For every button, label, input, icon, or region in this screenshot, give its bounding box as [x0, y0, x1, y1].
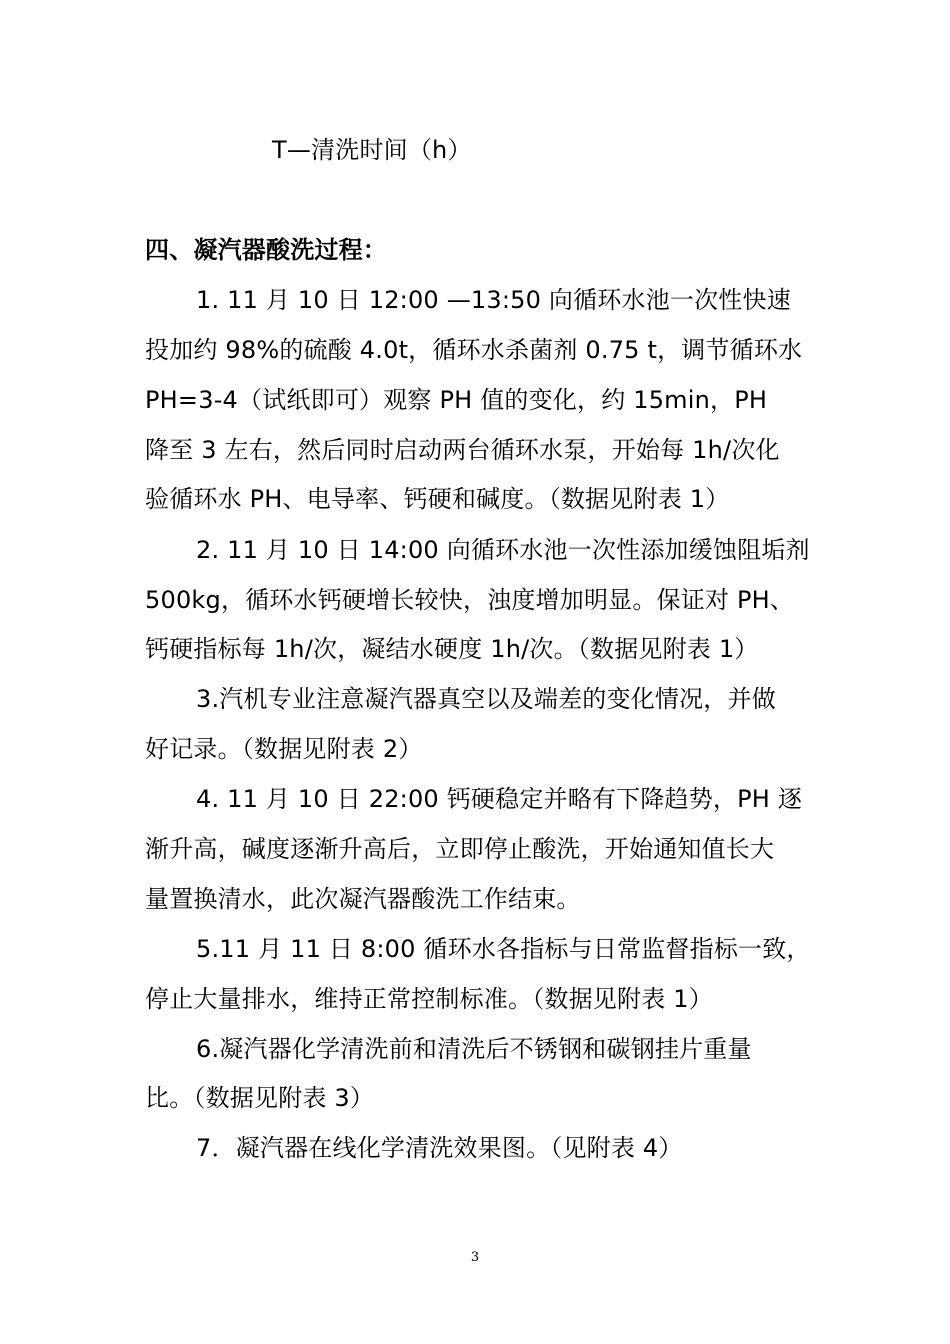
- section-heading: 四、凝汽器酸洗过程：: [145, 236, 387, 264]
- paragraph-line: 停止大量排水，维持正常控制标准。（数据见附表 1）: [145, 985, 713, 1013]
- paragraph-line: 降至 3 左右，然后同时启动两台循环水泵，开始每 1h/次化: [145, 436, 780, 464]
- paragraph-line: 4. 11 月 10 日 22:00 钙硬稳定并略有下降趋势，PH 逐: [196, 785, 803, 813]
- definition-line: T—清洗时间（h）: [272, 136, 472, 164]
- paragraph-line: 渐升高，碱度逐渐升高后，立即停止酸洗，开始通知值长大: [145, 835, 775, 863]
- paragraph-line: 投加约 98%的硫酸 4.0t，循环水杀菌剂 0.75 t，调节循环水: [145, 336, 803, 364]
- paragraph-line: 1. 11 月 10 日 12:00 —13:50 向循环水池一次性快速: [196, 286, 791, 314]
- paragraph-line: 验循环水 PH、电导率、钙硬和碱度。（数据见附表 1）: [145, 485, 730, 513]
- paragraph-line: 好记录。（数据见附表 2）: [145, 735, 423, 763]
- paragraph-line: 比。（数据见附表 3）: [145, 1084, 375, 1112]
- paragraph-line: PH=3-4（试纸即可）观察 PH 值的变化，约 15min，PH: [145, 386, 768, 414]
- paragraph-line: 500kg，循环水钙硬增长较快，浊度增加明显。保证对 PH、: [145, 586, 795, 614]
- paragraph-line: 6.凝汽器化学清洗前和清洗后不锈钢和碳钢挂片重量: [196, 1035, 752, 1063]
- paragraph-line: 量置换清水，此次凝汽器酸洗工作结束。: [145, 885, 581, 913]
- paragraph-line: 2. 11 月 10 日 14:00 向循环水池一次性添加缓蚀阻垢剂: [196, 536, 810, 564]
- paragraph-line: 钙硬指标每 1h/次，凝结水硬度 1h/次。（数据见附表 1）: [145, 635, 759, 663]
- paragraph-line: 3.汽机专业注意凝汽器真空以及端差的变化情况，并做: [196, 685, 776, 713]
- paragraph-line: 5.11 月 11 日 8:00 循环水各指标与日常监督指标一致，: [196, 935, 811, 963]
- paragraph-line: 7．凝汽器在线化学清洗效果图。（见附表 4）: [196, 1134, 683, 1162]
- page-number: 3: [470, 1250, 480, 1265]
